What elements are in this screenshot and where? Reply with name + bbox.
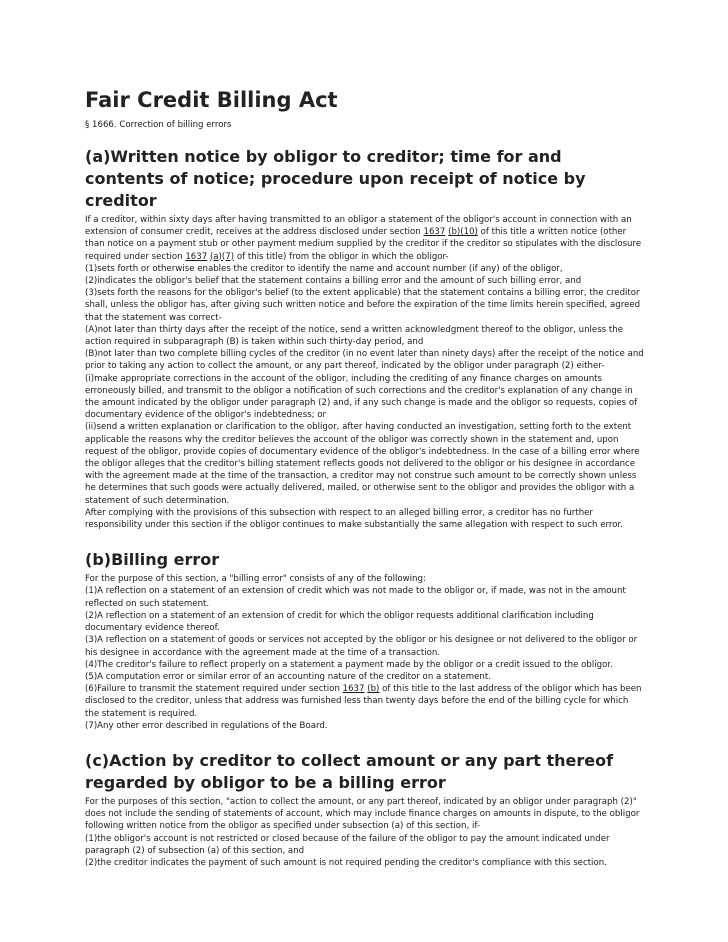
link-a7[interactable]: (a)(7) bbox=[209, 251, 235, 262]
section-c-para-2: (2)the creditor indicates the payment of such amount is not required pending the creditor's compliance with this section. bbox=[85, 857, 607, 868]
section-b-para-5: (5)A computation error or similar error of an accounting nature of the creditor on a statement. bbox=[85, 671, 491, 682]
section-a-body bbox=[85, 214, 645, 531]
section-b-para-2: (2)A reflection on a statement of an extension of credit for which the obligor requests additional clarification including documentary evidence thereof. bbox=[85, 610, 594, 634]
section-a-para-A: (A)not later than thirty days after the receipt of the notice, send a written acknowledgment thereof to the obligor, unless the action required in subparagraph (B) is taken within such thirty-day period, and bbox=[85, 324, 623, 348]
section-c-para-1: (1)the obligor's account is not restricted or closed because of the failure of the obligor to pay the amount indicated under paragraph (2) of subsection (a) of this section, and bbox=[85, 833, 610, 856]
section-a-intro: If a creditor, within sixty days after having transmitted to an obligor a statement of the obligor's account in connection with an extension of consumer credit, receives at the address disclosed under section 1637 (b)(10) of this title a written notice (other than notice on a payment stub or other payment medium supplied by the creditor if the creditor so stipulates with the disclosure required under section 1637 (a)(7) of this title) from the obligor in which the obligor- bbox=[85, 215, 642, 262]
section-a-para-2: (2)indicates the obligor's belief that the statement contains a billing error and the amount of such billing error, and bbox=[85, 276, 582, 287]
link-section-1637[interactable]: 1637 bbox=[423, 227, 446, 238]
section-b-para-3: (3)A reflection on a statement of goods or services not accepted by the obligor or his designee or not delivered to the obligor or his designee in accordance with the agreement made at the time of a transaction. bbox=[85, 635, 638, 658]
link-b10[interactable]: (b)(10) bbox=[448, 227, 478, 238]
section-a-para-3: (3)sets forth the reasons for the obligor's belief (to the extent applicable) that the statement contains a billing error, the creditor shall, unless the obligor has, after giving such written notice and before the expiration of the time limits herein specified, agreed that the statement was correct- bbox=[85, 288, 641, 323]
document-page bbox=[85, 88, 645, 869]
section-a-closing: After complying with the provisions of this subsection with respect to an alleged billing error, a creditor has no further responsibility under this section if the obligor continues to make substantially the same allegation with respect to such error. bbox=[85, 507, 623, 531]
section-a-heading: (a)Written notice by obligor to creditor; time for and contents of notice; procedure upon receipt of notice by creditor bbox=[85, 147, 586, 210]
section-c-heading: (c)Action by creditor to collect amount or any part thereof regarded by obligor to be a billing error bbox=[85, 750, 614, 792]
section-b-heading: (b)Billing error bbox=[85, 550, 220, 570]
section-a-para-i: (i)make appropriate corrections in the account of the obligor, including the crediting of any finance charges on amounts erroneously billed, and transmit to the obligor a notification of such corrections and the creditor's explanation of any change in the amount indicated by the obligor under paragraph (2) and, if any such change is made and the obligor so requests, copies of documentary evidence of the obligor's indebtedness; or bbox=[85, 373, 638, 421]
section-b-intro: For the purpose of this section, a "billing error" consists of any of the following: bbox=[85, 574, 426, 585]
section-b-para-6: (6)Failure to transmit the statement required under section 1637 (b) of this title to the last address of the obligor which has been disclosed to the creditor, unless that address was furnished less than twenty days before the end of the billing cycle for which the statement is required. bbox=[85, 684, 642, 719]
link-section-1637[interactable]: 1637 bbox=[342, 684, 365, 695]
section-a-para-B: (B)not later than two complete billing cycles of the creditor (in no event later than ninety days) after the receipt of the notice and prior to taking any action to collect the amount, or any part thereof, indicated by the obligor under paragraph (2) either- bbox=[85, 349, 644, 372]
section-citation: § 1666. Correction of billing errors bbox=[85, 120, 232, 130]
section-b-para-1: (1)A reflection on a statement of an extension of credit which was not made to the obligor or, if made, was not in the amount reflected on such statement. bbox=[85, 586, 626, 609]
section-b-para-7: (7)Any other error described in regulations of the Board. bbox=[85, 720, 328, 731]
section-a-para-1: (1)sets forth or otherwise enables the creditor to identify the name and account number (if any) of the obligor, bbox=[85, 263, 563, 274]
section-b-body bbox=[85, 573, 645, 732]
link-b[interactable]: (b) bbox=[367, 684, 380, 695]
document-title: Fair Credit Billing Act bbox=[85, 88, 338, 112]
section-c-body bbox=[85, 796, 645, 869]
link-section-1637[interactable]: 1637 bbox=[185, 251, 208, 262]
section-c-intro: For the purposes of this section, "action to collect the amount, or any part thereof, indicated by an obligor under paragraph (2)" does not include the sending of statements of account, which may include finance charges on amounts in dispute, to the obligor following written notice from the obligor as specified under subsection (a) of this section, if- bbox=[85, 796, 640, 832]
section-b-para-4: (4)The creditor's failure to reflect properly on a statement a payment made by the obligor or a credit issued to the obligor. bbox=[85, 659, 613, 670]
section-a-para-ii: (ii)send a written explanation or clarification to the obligor, after having conducted an investigation, setting forth to the extent applicable the reasons why the creditor believes the account of the obligor was correctly shown in the statement and, upon request of the obligor, provide copies of documentary evidence of the obligor's indebtedness. In the case of a billing error where the obligor alleges that the creditor's billing statement reflects goods not delivered to the obligor or his designee in accordance with the agreement made at the time of the transaction, a creditor may not construe such amount to be correctly shown unless he determines that such goods were actually delivered, mailed, or otherwise sent to the obligor and provides the obligor with a statement of such determination. bbox=[85, 422, 640, 506]
